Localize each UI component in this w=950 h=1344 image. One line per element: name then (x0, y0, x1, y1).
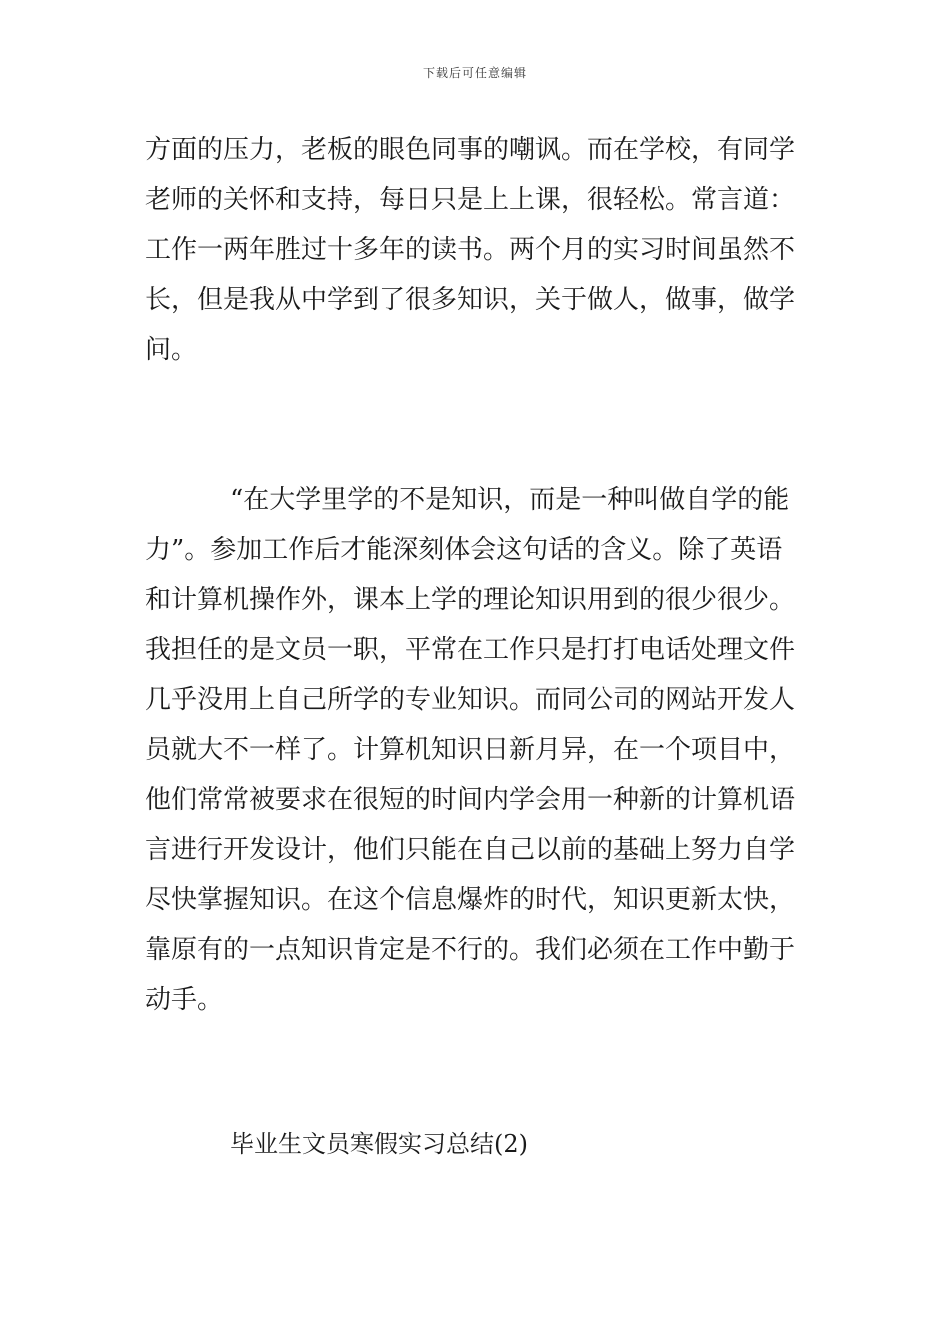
paragraph-1-line-2: 老师的关怀和支持，每日只是上上课，很轻松。常言道： (145, 185, 796, 215)
paragraph-2-line-7: 他们常常被要求在很短的时间内学会用一种新的计算机语 (145, 785, 796, 815)
paragraph-2-line-8: 言进行开发设计，他们只能在自己以前的基础上努力自学 (145, 835, 796, 865)
paragraph-2-line-1: “在大学里学的不是知识，而是一种叫做自学的能 (230, 485, 790, 515)
header-note: 下载后可任意编辑 (422, 66, 527, 80)
paragraph-1-line-4: 长，但是我从中学到了很多知识，关于做人，做事，做学 (145, 285, 796, 315)
paragraph-2-line-10: 靠原有的一点知识肯定是不行的。我们必须在工作中勤于 (145, 935, 796, 965)
paragraph-1-line-1: 方面的压力，老板的眼色同事的嘲讽。而在学校，有同学 (145, 135, 796, 165)
section-title: 毕业生文员寒假实习总结(2) (230, 1130, 528, 1158)
paragraph-1-line-5: 问。 (145, 335, 198, 365)
paragraph-2-line-11: 动手。 (145, 985, 224, 1015)
paragraph-2-line-2: 力”。参加工作后才能深刻体会这句话的含义。除了英语 (145, 535, 783, 565)
paragraph-2-line-4: 我担任的是文员一职，平常在工作只是打打电话处理文件 (145, 635, 796, 665)
paragraph-1-line-3: 工作一两年胜过十多年的读书。两个月的实习时间虽然不 (145, 235, 796, 265)
paragraph-2-line-6: 员就大不一样了。计算机知识日新月异，在一个项目中， (145, 735, 796, 765)
paragraph-2-line-5: 几乎没用上自己所学的专业知识。而同公司的网站开发人 (145, 685, 796, 715)
paragraph-2-line-9: 尽快掌握知识。在这个信息爆炸的时代，知识更新太快， (145, 885, 796, 915)
paragraph-2-line-3: 和计算机操作外，课本上学的理论知识用到的很少很少。 (145, 585, 796, 615)
